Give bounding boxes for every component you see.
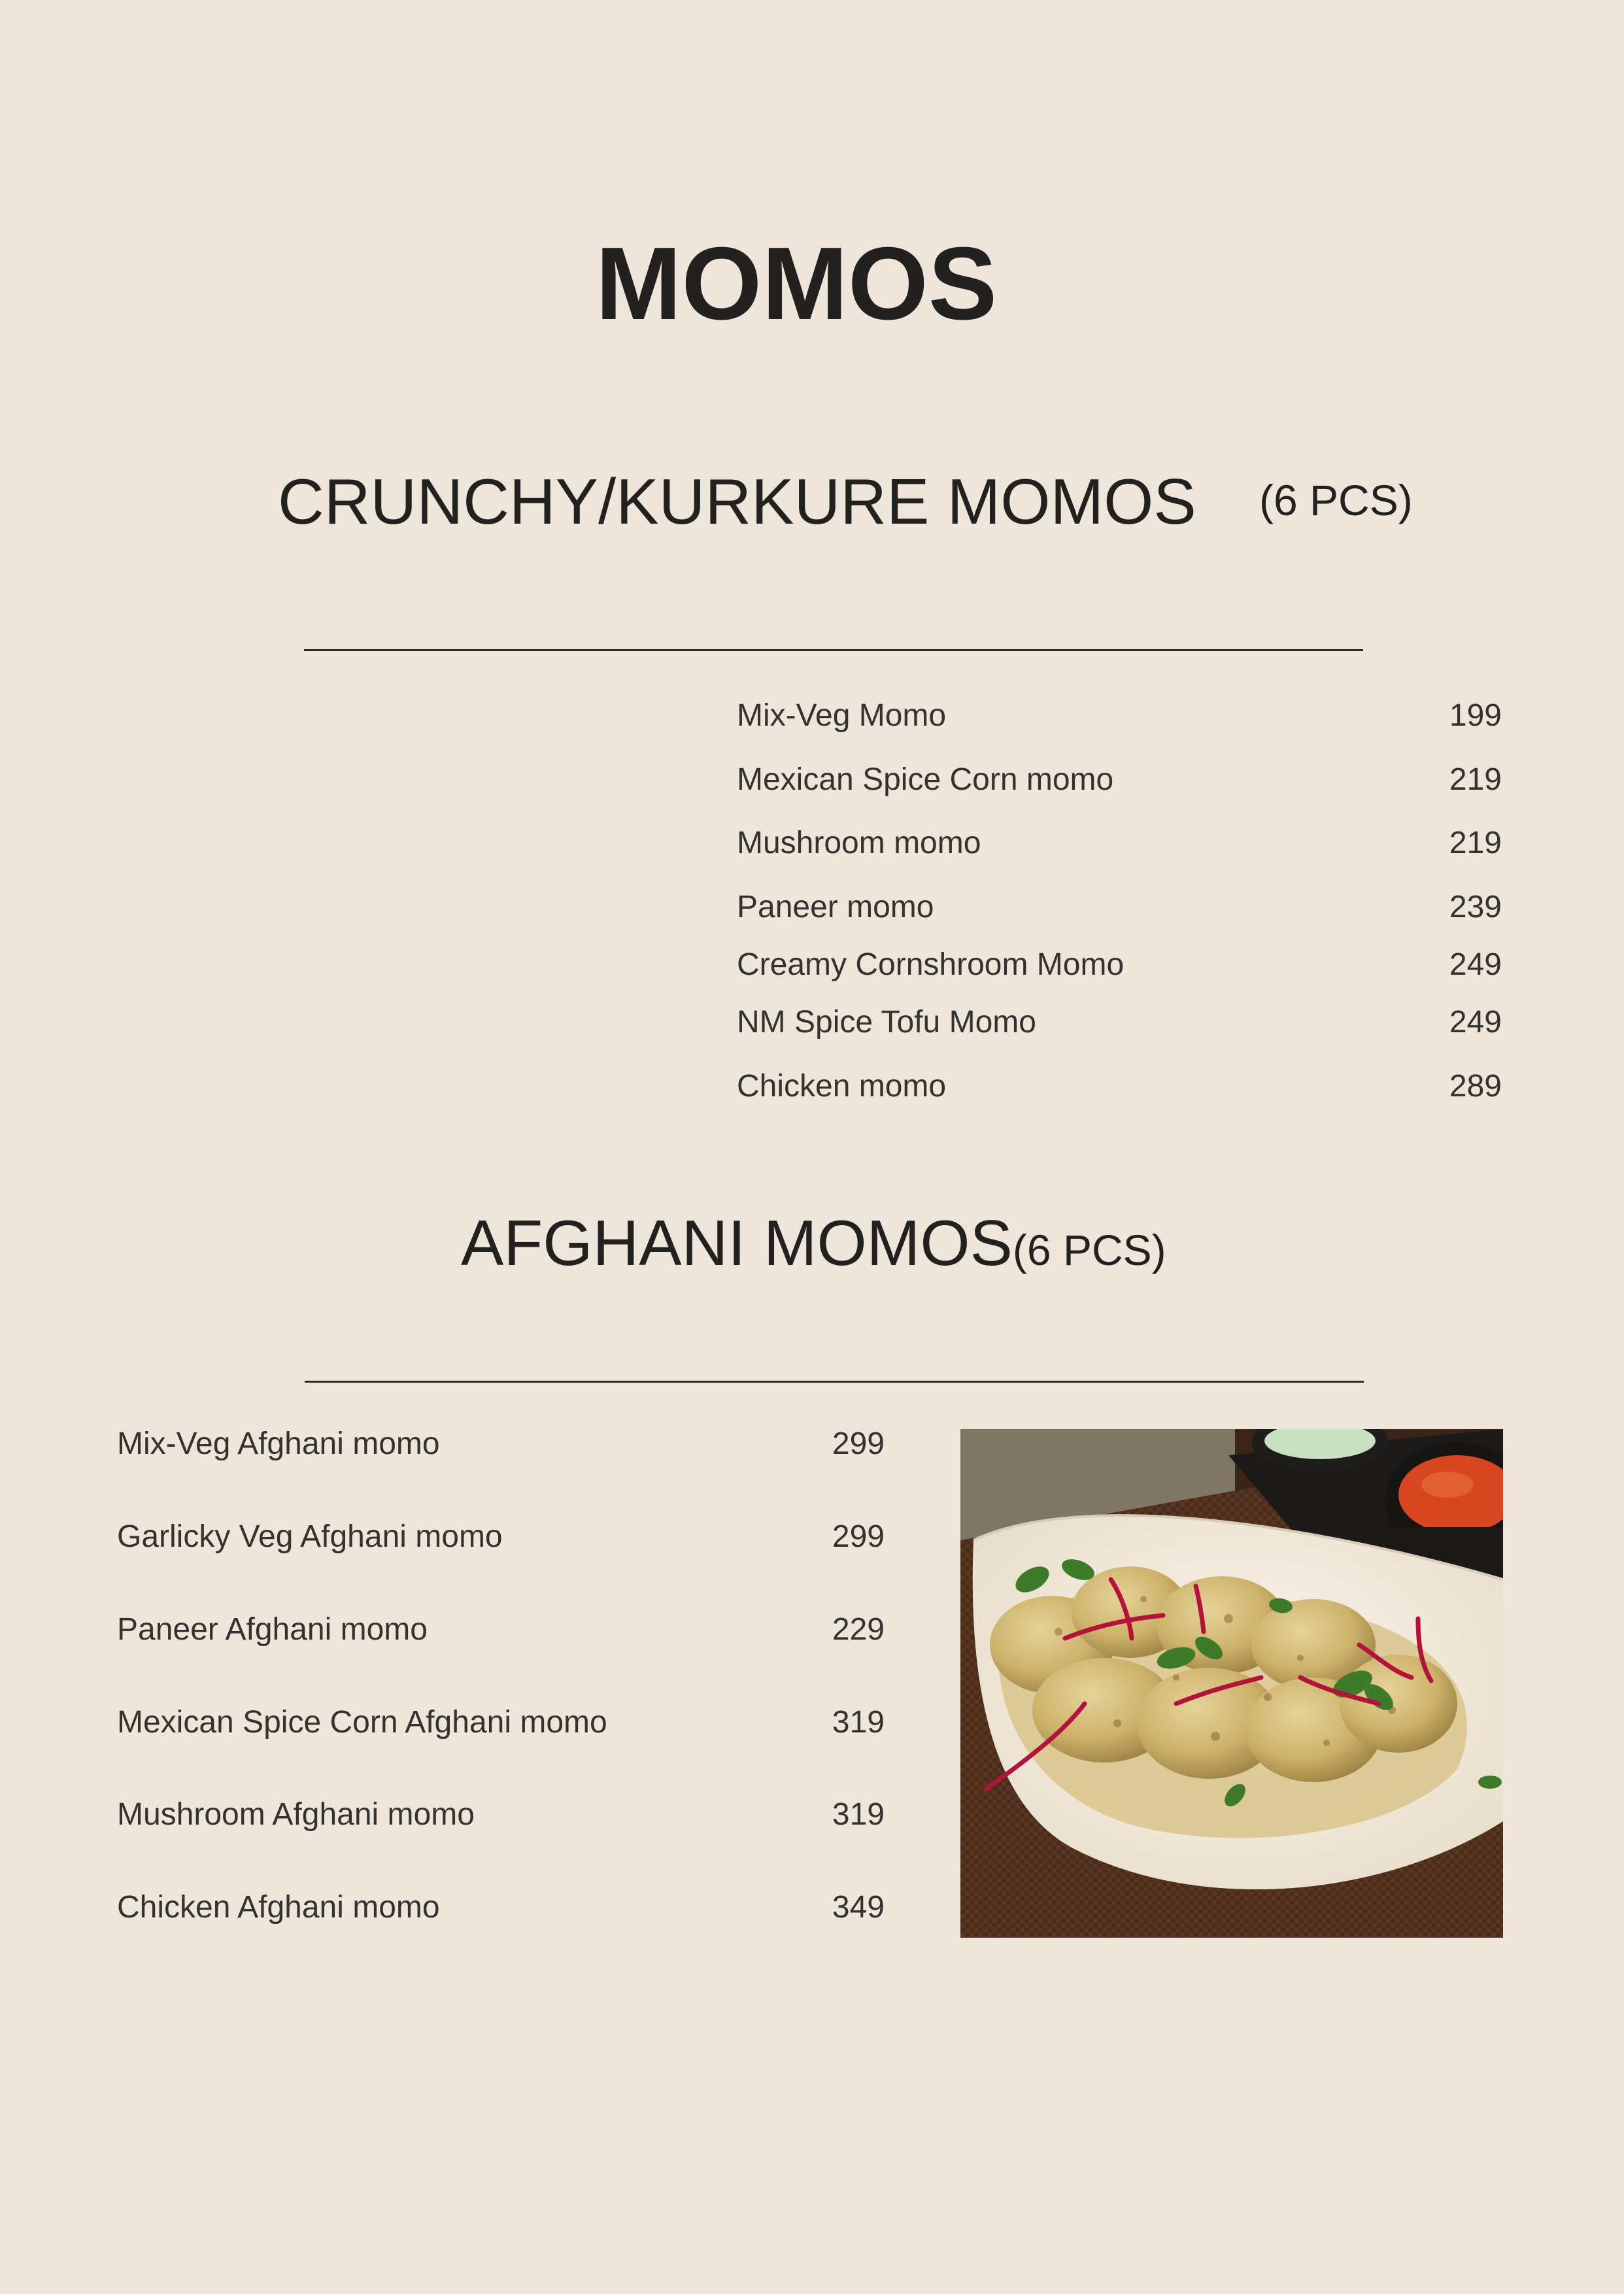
crunchy-divider — [304, 649, 1363, 651]
menu-item-price: 229 — [832, 1612, 885, 1647]
crunchy-section-heading: CRUNCHY/KURKURE MOMOS — [278, 465, 1196, 537]
menu-item-price: 319 — [832, 1797, 885, 1832]
menu-item-name: Mexican Spice Corn momo — [737, 762, 1114, 797]
menu-item-name: Mushroom Afghani momo — [117, 1797, 475, 1832]
menu-item-price: 239 — [1449, 890, 1502, 924]
afghani-section-heading — [461, 1207, 1166, 1279]
menu-item-name: Paneer momo — [737, 890, 934, 924]
menu-item-name: Mexican Spice Corn Afghani momo — [117, 1705, 607, 1740]
menu-item-name: Chicken momo — [737, 1069, 947, 1104]
afghani-momo-photo — [960, 1429, 1503, 1938]
menu-item-name: Mix-Veg Afghani momo — [117, 1426, 440, 1461]
afghani-divider — [305, 1381, 1364, 1383]
menu-item-name: Paneer Afghani momo — [117, 1612, 428, 1647]
menu-item-price: 249 — [1449, 947, 1502, 982]
menu-item-price: 319 — [832, 1705, 885, 1740]
menu-item-name: NM Spice Tofu Momo — [737, 1005, 1036, 1039]
menu-item-price: 299 — [832, 1426, 885, 1461]
page-title: MOMOS — [595, 226, 998, 341]
afghani-pieces-note: (6 PCS) — [1012, 1226, 1166, 1274]
menu-item-name: Creamy Cornshroom Momo — [737, 947, 1125, 982]
menu-item-price: 219 — [1449, 762, 1502, 797]
menu-item-name: Garlicky Veg Afghani momo — [117, 1519, 503, 1554]
menu-item-price: 349 — [832, 1890, 885, 1925]
menu-item-price: 199 — [1449, 698, 1502, 733]
menu-item-price: 299 — [832, 1519, 885, 1554]
menu-item-name: Chicken Afghani momo — [117, 1890, 440, 1925]
afghani-heading-text: AFGHANI MOMOS — [461, 1207, 1013, 1279]
menu-item-name: Mix-Veg Momo — [737, 698, 947, 733]
menu-item-name: Mushroom momo — [737, 826, 981, 860]
menu-item-price: 219 — [1449, 826, 1502, 860]
menu-item-price: 249 — [1449, 1005, 1502, 1039]
crunchy-pieces-note: (6 PCS) — [1259, 476, 1413, 524]
menu-item-price: 289 — [1449, 1069, 1502, 1104]
